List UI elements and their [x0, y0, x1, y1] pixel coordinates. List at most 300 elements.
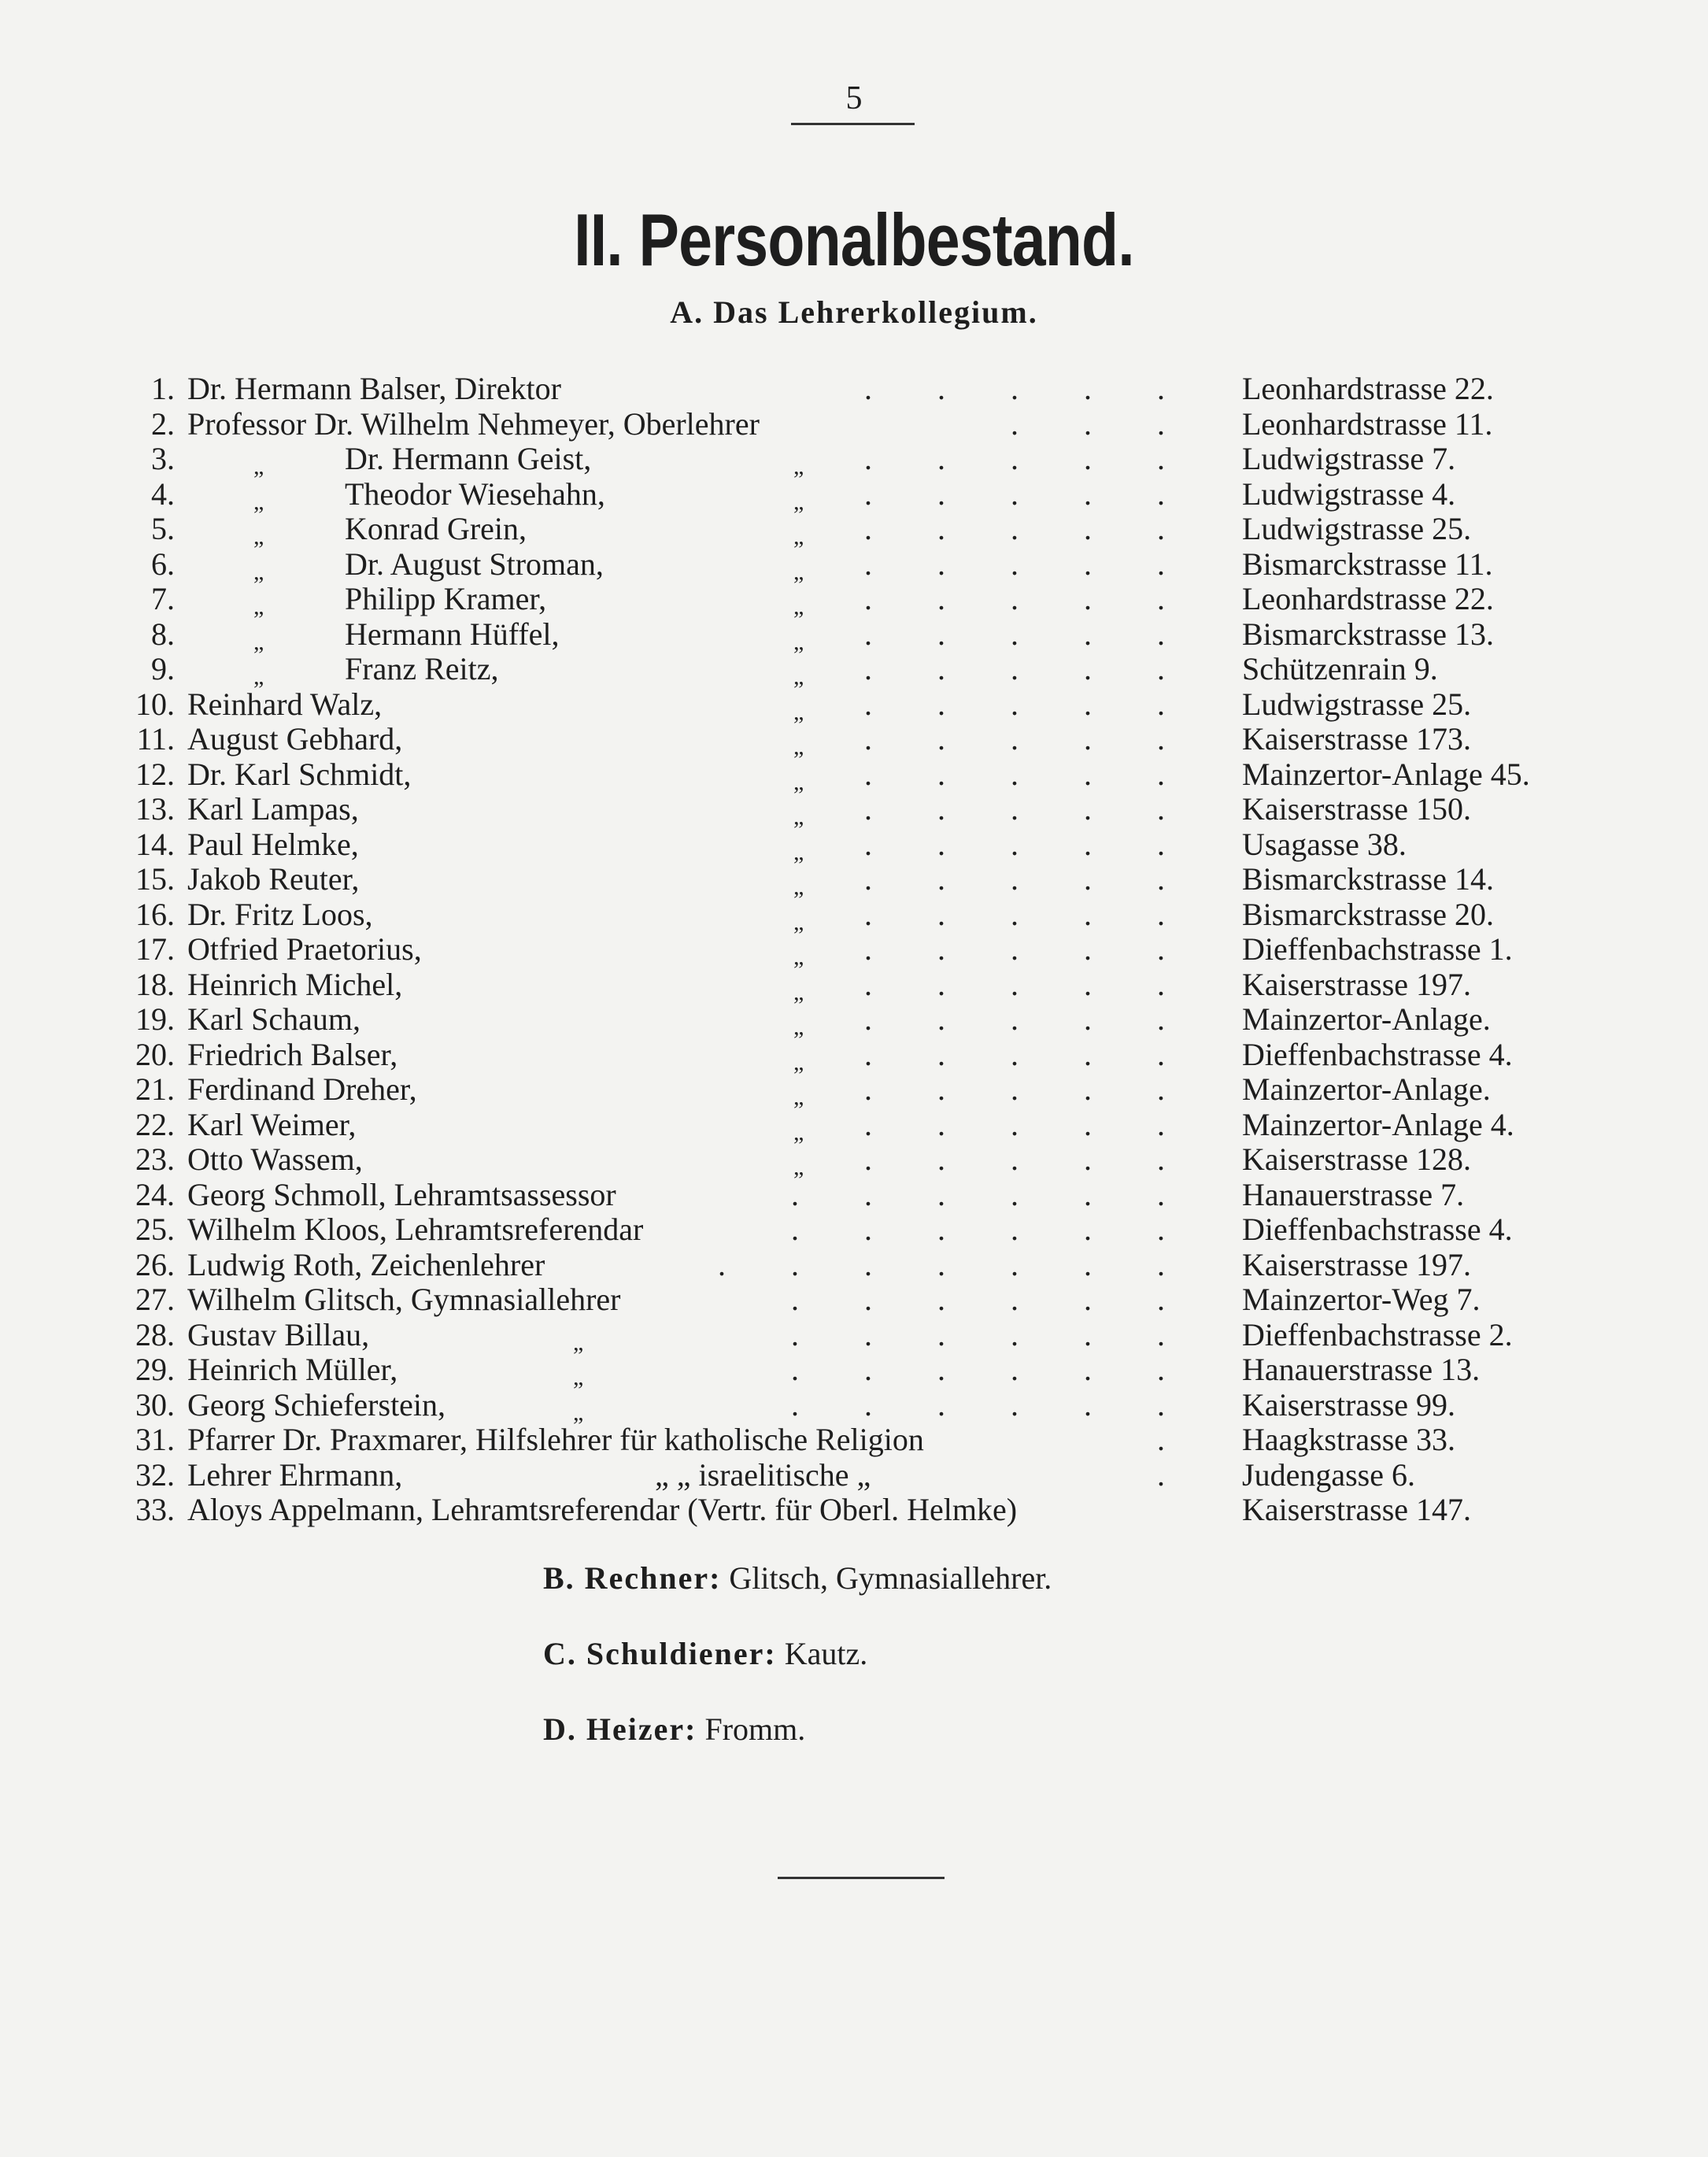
teacher-number: 20.: [135, 1036, 175, 1072]
teacher-address: Dieffenbachstrasse 4.: [1242, 1212, 1513, 1247]
leader-dot: .: [864, 791, 872, 827]
ditto-mark: „: [793, 628, 804, 655]
leader-dot: .: [1157, 1001, 1165, 1037]
leader-dot: .: [1011, 651, 1019, 686]
leader-dot: .: [718, 1246, 726, 1282]
teacher-name: Hermann Hüffel,: [345, 616, 560, 652]
leader-dot: .: [1084, 1176, 1092, 1212]
leader-dot: .: [1157, 861, 1165, 897]
teacher-name: Paul Helmke,: [187, 826, 359, 862]
teacher-address: Mainzertor-Anlage.: [1242, 1001, 1491, 1037]
leader-dot: .: [937, 1071, 945, 1107]
leader-dot: .: [937, 581, 945, 616]
teacher-name: Heinrich Müller,: [187, 1352, 398, 1387]
teacher-row: [0, 1248, 1708, 1282]
staff-name: Fromm.: [704, 1711, 806, 1747]
leader-dot: .: [1157, 1386, 1165, 1423]
teacher-address: Bismarckstrasse 20.: [1242, 896, 1494, 932]
teacher-row: [0, 546, 1708, 585]
leader-dot: .: [1157, 1282, 1165, 1317]
leader-dot: .: [937, 1352, 945, 1387]
teacher-address: Dieffenbachstrasse 2.: [1242, 1316, 1513, 1352]
leader-dot: .: [864, 1282, 872, 1317]
ditto-mark: „: [793, 908, 804, 935]
leader-dot: .: [864, 861, 872, 897]
teacher-address: Kaiserstrasse 197.: [1242, 1246, 1472, 1282]
teacher-row: [0, 1493, 1708, 1527]
teacher-address: Kaiserstrasse 147.: [1242, 1492, 1472, 1527]
staff-line: [543, 1710, 805, 1749]
ditto-mark: „: [253, 453, 264, 479]
leader-dot: .: [1157, 371, 1165, 406]
teacher-row: [0, 791, 1708, 830]
leader-dot: .: [1084, 966, 1092, 1002]
teacher-number: 12.: [135, 756, 175, 792]
teacher-name: Karl Lampas,: [187, 791, 359, 827]
teacher-address: Kaiserstrasse 173.: [1242, 721, 1472, 757]
leader-dot: .: [864, 896, 872, 932]
teacher-row: [0, 1212, 1708, 1247]
teacher-number: 9.: [151, 651, 175, 686]
ditto-mark: „: [793, 1154, 804, 1180]
teacher-row: [0, 407, 1708, 442]
leader-dot: .: [1157, 721, 1165, 757]
teacher-address: Haagkstrasse 33.: [1242, 1422, 1456, 1457]
leader-dot: .: [864, 1176, 872, 1212]
teacher-address: Leonhardstrasse 22.: [1242, 581, 1494, 616]
leader-dot: .: [1084, 511, 1092, 546]
leader-dot: .: [1011, 511, 1019, 546]
teacher-name: Otto Wassem,: [187, 1141, 363, 1177]
leader-dot: .: [1011, 616, 1019, 652]
teacher-name: Konrad Grein,: [345, 511, 527, 546]
leader-dot: .: [937, 1212, 945, 1247]
leader-dot: .: [937, 1106, 945, 1142]
leader-dot: .: [1011, 1282, 1019, 1317]
teacher-number: 21.: [135, 1071, 175, 1107]
staff-name: Glitsch, Gymnasiallehrer.: [729, 1560, 1052, 1596]
teacher-name: Professor Dr. Wilhelm Nehmeyer, Oberlehrer: [187, 405, 760, 442]
leader-dot: .: [791, 1282, 799, 1317]
teacher-name: Karl Weimer,: [187, 1106, 357, 1142]
teacher-address: Kaiserstrasse 197.: [1242, 966, 1472, 1002]
leader-dot: .: [937, 441, 945, 476]
leader-dot: .: [864, 686, 872, 722]
teacher-row: [0, 826, 1708, 865]
leader-dot: .: [1157, 581, 1165, 616]
leader-dot: .: [1011, 1352, 1019, 1387]
teacher-address: Mainzertor-Weg 7.: [1242, 1282, 1481, 1317]
teacher-row: [0, 616, 1708, 655]
teacher-name: Lehrer Ehrmann,: [187, 1456, 403, 1493]
teacher-row: [0, 1141, 1708, 1180]
leader-dot: .: [1084, 1001, 1092, 1037]
leader-dot: .: [1157, 826, 1165, 862]
leader-dot: .: [1084, 475, 1092, 512]
staff-role: C. Schuldiener:: [543, 1636, 777, 1671]
ditto-mark: „: [793, 979, 804, 1005]
ditto-mark: „: [793, 804, 804, 830]
leader-dot: .: [1011, 1141, 1019, 1177]
teacher-number: 27.: [135, 1282, 175, 1317]
leader-dot: .: [791, 1246, 799, 1282]
leader-dot: .: [1084, 1071, 1092, 1107]
teacher-row: [0, 686, 1708, 725]
leader-dot: .: [1084, 686, 1092, 722]
leader-dot: .: [864, 1212, 872, 1247]
teacher-address: Judengasse 6.: [1242, 1456, 1415, 1493]
leader-dot: .: [791, 1352, 799, 1387]
leader-dot: .: [864, 511, 872, 546]
teacher-number: 30.: [135, 1386, 175, 1423]
leader-dot: .: [1084, 756, 1092, 792]
staff-role: B. Rechner:: [543, 1560, 722, 1596]
teacher-number: 29.: [135, 1352, 175, 1387]
teacher-row: [0, 441, 1708, 479]
leader-dot: .: [1011, 1036, 1019, 1072]
teacher-number: 4.: [151, 475, 175, 512]
leader-dot: .: [864, 721, 872, 757]
staff-name: Kautz.: [784, 1636, 868, 1671]
leader-dot: .: [1157, 1176, 1165, 1212]
teacher-address: Ludwigstrasse 7.: [1242, 441, 1456, 476]
leader-dot: .: [1011, 1212, 1019, 1247]
leader-dot: .: [1011, 1386, 1019, 1423]
leader-dot: .: [1011, 966, 1019, 1002]
leader-dot: .: [1157, 756, 1165, 792]
teacher-name: Franz Reitz,: [345, 651, 499, 686]
ditto-mark: „: [573, 1399, 584, 1426]
teacher-number: 26.: [135, 1246, 175, 1282]
ditto-mark: „: [793, 768, 804, 795]
teacher-row: [0, 1106, 1708, 1145]
leader-dot: .: [864, 441, 872, 476]
leader-dot: .: [791, 1212, 799, 1247]
leader-dot: .: [1084, 371, 1092, 406]
leader-dot: .: [937, 371, 945, 406]
teacher-number: 3.: [151, 441, 175, 476]
leader-dot: .: [864, 475, 872, 512]
leader-dot: .: [1084, 1212, 1092, 1247]
leader-dot: .: [1157, 896, 1165, 932]
ditto-mark: „: [253, 628, 264, 655]
teacher-number: 31.: [135, 1422, 175, 1457]
leader-dot: .: [1084, 1246, 1092, 1282]
leader-dot: .: [937, 686, 945, 722]
leader-dot: .: [1011, 931, 1019, 967]
teacher-name: Heinrich Michel,: [187, 966, 403, 1002]
leader-dot: .: [937, 861, 945, 897]
ditto-mark: „: [253, 488, 264, 515]
teacher-number: 1.: [151, 371, 175, 406]
teacher-name: Pfarrer Dr. Praxmarer, Hilfslehrer für katholische Religion: [187, 1422, 924, 1457]
leader-dot: .: [864, 651, 872, 686]
teacher-number: 24.: [135, 1176, 175, 1212]
teacher-row: [0, 931, 1708, 970]
teacher-name: Dr. Hermann Geist,: [345, 441, 592, 476]
leader-dot: .: [1157, 1246, 1165, 1282]
leader-dot: .: [1084, 1352, 1092, 1387]
leader-dot: .: [1011, 1071, 1019, 1107]
teacher-number: 22.: [135, 1106, 175, 1142]
staff-role: D. Heizer:: [543, 1711, 697, 1747]
leader-dot: .: [1157, 546, 1165, 582]
ditto-mark: „: [793, 874, 804, 900]
teacher-number: 28.: [135, 1316, 175, 1352]
leader-dot: .: [864, 1141, 872, 1177]
leader-dot: .: [1157, 1422, 1165, 1457]
leader-dot: .: [1011, 1001, 1019, 1037]
teacher-address: Mainzertor-Anlage 45.: [1242, 756, 1530, 792]
ditto-mark: „: [573, 1329, 584, 1356]
teacher-address: Mainzertor-Anlage.: [1242, 1071, 1491, 1107]
ditto-mark: „: [793, 944, 804, 970]
ditto-mark: „: [793, 734, 804, 760]
teacher-address: Usagasse 38.: [1242, 826, 1407, 862]
leader-dot: .: [1011, 896, 1019, 932]
teacher-row: [0, 372, 1708, 406]
teacher-name: Gustav Billau,: [187, 1316, 370, 1352]
ditto-mark: „: [793, 838, 804, 865]
ditto-mark: „ „ israelitische „: [655, 1456, 871, 1493]
leader-dot: .: [864, 581, 872, 616]
teacher-address: Kaiserstrasse 150.: [1242, 791, 1472, 827]
teacher-name: Jakob Reuter,: [187, 861, 360, 897]
leader-dot: .: [1011, 791, 1019, 827]
leader-dot: .: [937, 651, 945, 686]
leader-dot: .: [864, 931, 872, 967]
leader-dot: .: [937, 1282, 945, 1317]
teacher-name: Karl Schaum,: [187, 1001, 360, 1037]
teacher-number: 17.: [135, 931, 175, 967]
leader-dot: .: [937, 1001, 945, 1037]
teacher-row: [0, 1423, 1708, 1457]
teacher-name: Wilhelm Glitsch, Gymnasiallehrer: [187, 1282, 621, 1317]
leader-dot: .: [1084, 546, 1092, 582]
teacher-address: Bismarckstrasse 14.: [1242, 861, 1494, 897]
leader-dot: .: [1157, 1071, 1165, 1107]
leader-dot: .: [1084, 581, 1092, 616]
leader-dot: .: [937, 756, 945, 792]
leader-dot: .: [937, 1176, 945, 1212]
teacher-name: Otfried Praetorius,: [187, 931, 422, 967]
teacher-address: Leonhardstrasse 11.: [1242, 405, 1493, 442]
leader-dot: .: [937, 826, 945, 862]
leader-dot: .: [937, 721, 945, 757]
leader-dot: .: [1011, 405, 1019, 442]
leader-dot: .: [1157, 1141, 1165, 1177]
teacher-address: Hanauerstrasse 7.: [1242, 1176, 1465, 1212]
ditto-mark: „: [253, 594, 264, 620]
teacher-name: Georg Schmoll, Lehramtsassessor: [187, 1176, 616, 1212]
teacher-name: Ludwig Roth, Zeichenlehrer: [187, 1246, 545, 1282]
teacher-row: [0, 1386, 1708, 1426]
ditto-mark: „: [793, 1049, 804, 1075]
teacher-row: [0, 475, 1708, 515]
leader-dot: .: [864, 1386, 872, 1423]
leader-dot: .: [864, 1316, 872, 1352]
leader-dot: .: [1011, 721, 1019, 757]
leader-dot: .: [1157, 405, 1165, 442]
teacher-row: [0, 896, 1708, 935]
teacher-name: Dr. Fritz Loos,: [187, 896, 373, 932]
leader-dot: .: [1084, 651, 1092, 686]
teacher-address: Mainzertor-Anlage 4.: [1242, 1106, 1514, 1142]
leader-dot: .: [1157, 1316, 1165, 1352]
teacher-row: [0, 966, 1708, 1005]
ditto-mark: „: [253, 524, 264, 549]
ditto-mark: „: [793, 488, 804, 515]
teacher-name: Dr. August Stroman,: [345, 546, 604, 582]
ditto-mark: „: [793, 524, 804, 549]
leader-dot: .: [937, 791, 945, 827]
page-number-rule: [791, 123, 915, 125]
teacher-address: Bismarckstrasse 13.: [1242, 616, 1494, 652]
teacher-row: [0, 861, 1708, 900]
teacher-number: 18.: [135, 966, 175, 1002]
teacher-number: 8.: [151, 616, 175, 652]
leader-dot: .: [864, 616, 872, 652]
teacher-row: [0, 1352, 1708, 1390]
leader-dot: .: [937, 1316, 945, 1352]
teacher-row: [0, 756, 1708, 795]
leader-dot: .: [1157, 1106, 1165, 1142]
leader-dot: .: [937, 931, 945, 967]
teacher-name: Dr. Hermann Balser, Direktor: [187, 371, 561, 406]
teacher-address: Bismarckstrasse 11.: [1242, 546, 1493, 582]
teacher-number: 33.: [135, 1492, 175, 1527]
staff-line: [543, 1559, 1052, 1598]
teacher-row: [0, 1282, 1708, 1317]
teacher-name: Theodor Wiesehahn,: [345, 475, 605, 512]
teacher-row: [0, 1316, 1708, 1356]
teacher-number: 5.: [151, 511, 175, 546]
leader-dot: .: [1084, 1106, 1092, 1142]
leader-dot: .: [1157, 511, 1165, 546]
teacher-name: Wilhelm Kloos, Lehramtsreferendar: [187, 1212, 644, 1247]
leader-dot: .: [791, 1176, 799, 1212]
teacher-address: Schützenrain 9.: [1242, 651, 1438, 686]
teacher-row: [0, 651, 1708, 690]
ditto-mark: „: [793, 558, 804, 585]
teacher-row: [0, 1036, 1708, 1075]
teacher-name: Aloys Appelmann, Lehramtsreferendar (Vertr. für Oberl. Helmke): [187, 1492, 1018, 1527]
leader-dot: .: [937, 511, 945, 546]
teacher-address: Ludwigstrasse 25.: [1242, 686, 1472, 722]
leader-dot: .: [1157, 1212, 1165, 1247]
leader-dot: .: [1084, 441, 1092, 476]
teacher-address: Leonhardstrasse 22.: [1242, 371, 1494, 406]
leader-dot: .: [1011, 826, 1019, 862]
leader-dot: .: [1084, 1141, 1092, 1177]
leader-dot: .: [1084, 1036, 1092, 1072]
teacher-address: Ludwigstrasse 25.: [1242, 511, 1472, 546]
teacher-number: 7.: [151, 581, 175, 616]
leader-dot: .: [1157, 1036, 1165, 1072]
teacher-number: 13.: [135, 791, 175, 827]
ditto-mark: „: [573, 1364, 584, 1390]
teacher-number: 32.: [135, 1456, 175, 1493]
leader-dot: .: [864, 546, 872, 582]
page-number: 5: [845, 80, 863, 117]
leader-dot: .: [1084, 405, 1092, 442]
teacher-name: Friedrich Balser,: [187, 1036, 398, 1072]
ditto-mark: „: [793, 594, 804, 620]
leader-dot: .: [1084, 1316, 1092, 1352]
teacher-name: Reinhard Walz,: [187, 686, 383, 722]
bottom-rule: [778, 1877, 945, 1879]
leader-dot: .: [937, 475, 945, 512]
ditto-mark: „: [793, 1014, 804, 1040]
teacher-number: 25.: [135, 1212, 175, 1247]
leader-dot: .: [791, 1316, 799, 1352]
teacher-address: Kaiserstrasse 128.: [1242, 1141, 1472, 1177]
leader-dot: .: [1157, 1456, 1165, 1493]
teacher-number: 19.: [135, 1001, 175, 1037]
leader-dot: .: [937, 966, 945, 1002]
teacher-row: [0, 581, 1708, 620]
leader-dot: .: [1011, 861, 1019, 897]
leader-dot: .: [1011, 546, 1019, 582]
leader-dot: .: [1011, 756, 1019, 792]
leader-dot: .: [864, 1106, 872, 1142]
leader-dot: .: [864, 371, 872, 406]
teacher-row: [0, 1178, 1708, 1212]
leader-dot: .: [864, 1036, 872, 1072]
leader-dot: .: [1011, 1106, 1019, 1142]
leader-dot: .: [1157, 686, 1165, 722]
teacher-number: 14.: [135, 826, 175, 862]
leader-dot: .: [1011, 475, 1019, 512]
teacher-number: 11.: [136, 721, 175, 757]
leader-dot: .: [1084, 861, 1092, 897]
leader-dot: .: [1011, 686, 1019, 722]
teacher-row: [0, 511, 1708, 549]
ditto-mark: „: [253, 664, 264, 690]
leader-dot: .: [1011, 371, 1019, 406]
teacher-number: 16.: [135, 896, 175, 932]
leader-dot: .: [1011, 581, 1019, 616]
teacher-number: 10.: [135, 686, 175, 722]
leader-dot: .: [864, 966, 872, 1002]
leader-dot: .: [864, 1001, 872, 1037]
teacher-address: Dieffenbachstrasse 4.: [1242, 1036, 1513, 1072]
leader-dot: .: [1157, 616, 1165, 652]
ditto-mark: „: [793, 664, 804, 690]
leader-dot: .: [1011, 1246, 1019, 1282]
teacher-name: Georg Schieferstein,: [187, 1386, 446, 1423]
leader-dot: .: [937, 1386, 945, 1423]
teacher-number: 15.: [135, 861, 175, 897]
leader-dot: .: [864, 756, 872, 792]
leader-dot: .: [1157, 791, 1165, 827]
leader-dot: .: [937, 616, 945, 652]
leader-dot: .: [1084, 791, 1092, 827]
teacher-name: Philipp Kramer,: [345, 581, 547, 616]
teacher-row: [0, 721, 1708, 760]
leader-dot: .: [1011, 441, 1019, 476]
leader-dot: .: [937, 1246, 945, 1282]
leader-dot: .: [1084, 826, 1092, 862]
section-subtitle: A. Das Lehrerkollegium.: [670, 294, 1038, 330]
ditto-mark: „: [793, 1084, 804, 1110]
leader-dot: .: [1084, 896, 1092, 932]
teacher-address: Ludwigstrasse 4.: [1242, 475, 1456, 512]
teacher-number: 2.: [151, 405, 175, 442]
ditto-mark: „: [793, 453, 804, 479]
leader-dot: .: [864, 826, 872, 862]
teacher-address: Kaiserstrasse 99.: [1242, 1386, 1456, 1423]
